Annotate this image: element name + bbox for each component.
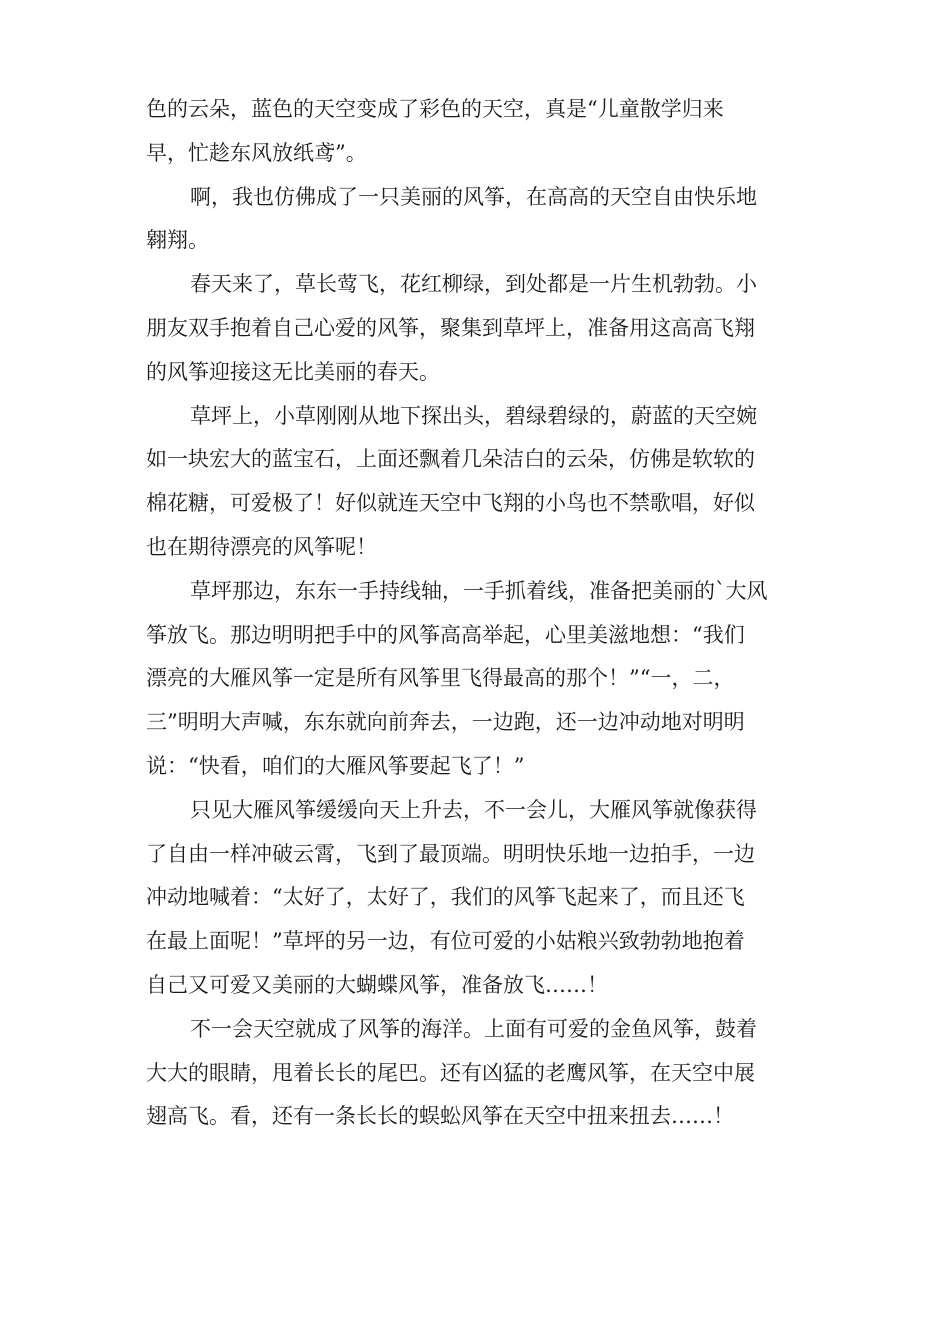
text-line: 翱翔。: [146, 228, 209, 253]
text-line: 棉花糖，可爱极了！好似就连天空中飞翔的小鸟也不禁歌唱，好似: [146, 491, 755, 516]
text-line: 翅高飞。看，还有一条长长的蜈蚣风筝在天空中扭来扭去……！: [146, 1104, 734, 1129]
text-line: 只见大雁风筝缓缓向天上升去，不一会儿，大雁风筝就像获得: [190, 797, 757, 822]
text-line: 说：“快看，咱们的大雁风筝要起飞了！”: [146, 753, 525, 778]
text-line: 色的云朵，蓝色的天空变成了彩色的天空，真是“儿童散学归来: [146, 97, 724, 121]
text-line: 了自由一样冲破云霄，飞到了最顶端。明明快乐地一边拍手，一边: [146, 841, 755, 866]
paragraph: [146, 1008, 806, 1139]
text-line: 春天来了，草长莺飞，花红柳绿，到处都是一片生机勃勃。小: [190, 272, 757, 297]
text-line: 草坪上，小草刚刚从地下探出头，碧绿碧绿的，蔚蓝的天空婉: [190, 403, 757, 428]
text-line: 三”明明大声喊，东东就向前奔去，一边跑，还一边冲动地对明明: [146, 710, 745, 735]
paragraph: [146, 88, 806, 176]
paragraph: [146, 395, 806, 570]
paragraph: [146, 263, 806, 394]
text-line: 草坪那边，东东一手持线轴，一手抓着线，准备把美丽的`大风: [190, 578, 768, 603]
document-body: [146, 88, 806, 1139]
paragraph: [146, 789, 806, 1008]
text-line: 大大的眼睛，甩着长长的尾巴。还有凶猛的老鹰风筝，在天空中展: [146, 1060, 755, 1085]
text-line: 筝放飞。那边明明把手中的风筝高高举起，心里美滋地想：“我们: [146, 622, 745, 647]
text-line: 自己又可爱又美丽的大蝴蝶风筝，准备放飞……！: [146, 972, 608, 997]
text-line: 朋友双手抱着自己心爱的风筝，聚集到草坪上，准备用这高高飞翔: [146, 315, 755, 340]
paragraph: [146, 176, 806, 264]
text-line: 不一会天空就成了风筝的海洋。上面有可爱的金鱼风筝，鼓着: [190, 1016, 757, 1041]
text-line: 漂亮的大雁风筝一定是所有风筝里飞得最高的那个！”“一，二，: [146, 666, 735, 691]
text-line: 也在期待漂亮的风筝呢！: [146, 534, 377, 559]
text-line: 啊，我也仿佛成了一只美丽的风筝，在高高的天空自由快乐地: [190, 184, 757, 209]
text-line: 早，忙趁东风放纸鸢”。: [146, 140, 367, 165]
paragraph: [146, 570, 806, 789]
text-line: 在最上面呢！”草坪的另一边，有位可爱的小姑粮兴致勃勃地抱着: [146, 929, 745, 954]
text-line: 冲动地喊着：“太好了，太好了，我们的风筝飞起来了，而且还飞: [146, 885, 745, 910]
text-line: 如一块宏大的蓝宝石，上面还飘着几朵洁白的云朵，仿佛是软软的: [146, 447, 755, 472]
text-line: 的风筝迎接这无比美丽的春天。: [146, 359, 440, 384]
